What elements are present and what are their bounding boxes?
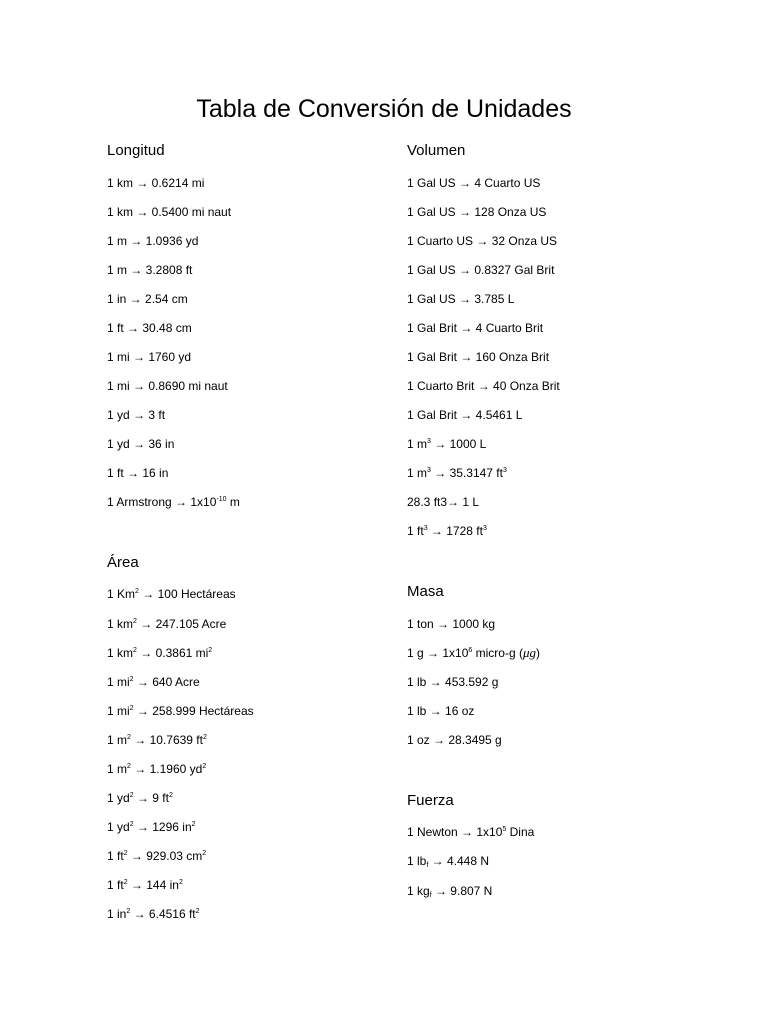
exponent: 2 xyxy=(135,588,139,595)
line-text: 1 ton → 1000 kg xyxy=(407,617,496,631)
line-text: 1 Newton → 1x10 xyxy=(407,825,503,839)
conversion-line xyxy=(107,586,236,602)
line-text: → 9.807 N xyxy=(431,884,493,898)
line-text: → 144 in xyxy=(127,878,179,892)
exponent: 2 xyxy=(178,879,183,886)
exponent: -10 xyxy=(216,496,227,503)
line-text: ) xyxy=(535,646,540,660)
line-text: 1 Gal US → 3.785 L xyxy=(407,292,515,306)
line-text: 1 km xyxy=(107,646,134,660)
conversion-line-kgf xyxy=(407,883,492,899)
line-text: 1 in xyxy=(107,907,127,921)
subscript: f xyxy=(429,892,432,899)
exponent: 2 xyxy=(202,734,207,741)
section-heading-masa: Masa xyxy=(407,583,444,600)
conversion-line: 1 yd → 3 ft xyxy=(107,408,166,422)
conversion-line-newton xyxy=(407,824,534,840)
exponent: 2 xyxy=(129,676,134,683)
line-text: 1 kg xyxy=(407,884,430,898)
line-text: → 1000 L xyxy=(430,437,487,451)
line-text: 1 m xyxy=(407,466,428,480)
line-text: → 929.03 cm xyxy=(127,849,203,863)
line-text: → 100 Hectáreas xyxy=(138,587,236,601)
line-text: → 10.7639 ft xyxy=(130,733,203,747)
line-text: 1 Gal US → 0.8327 Gal Brit xyxy=(407,263,555,277)
line-text: → 258.999 Hectáreas xyxy=(133,704,254,718)
conversion-line xyxy=(407,262,554,278)
conversion-line xyxy=(407,523,487,539)
line-text: micro-g ( xyxy=(472,646,523,660)
conversion-line xyxy=(107,703,254,719)
conversion-line xyxy=(107,819,196,835)
line-text: 1 Gal US → 4 Cuarto US xyxy=(407,176,541,190)
italic-unit: μg xyxy=(522,645,536,660)
conversion-line: 1 km → 0.6214 mi xyxy=(107,176,205,190)
conversion-line xyxy=(107,732,207,748)
exponent: 2 xyxy=(133,647,137,654)
exponent: 2 xyxy=(191,821,196,828)
conversion-line xyxy=(407,674,498,690)
exponent: 2 xyxy=(202,850,207,857)
line-text: → 0.3861 mi xyxy=(136,646,209,660)
conversion-line xyxy=(407,645,540,661)
conversion-line xyxy=(407,233,557,249)
line-text: 1 Gal Brit → 4 Cuarto Brit xyxy=(407,321,544,335)
exponent: 2 xyxy=(126,908,131,915)
line-text: 1 oz → 28.3495 g xyxy=(407,733,502,747)
line-text: → 247.105 Acre xyxy=(136,617,227,631)
line-text: → 640 Acre xyxy=(133,675,200,689)
conversion-line: 1 m → 1.0936 yd xyxy=(107,234,199,248)
exponent: 3 xyxy=(427,467,431,474)
line-text: 1 yd xyxy=(107,791,130,805)
exponent: 3 xyxy=(482,525,487,532)
conversion-line xyxy=(107,790,173,806)
conversion-line xyxy=(107,616,226,632)
line-text: 1 Gal US → 128 Onza US xyxy=(407,205,547,219)
section-heading-longitud: Longitud xyxy=(107,142,165,159)
line-text: 1 lb → 16 oz xyxy=(407,704,475,718)
line-text: Dina xyxy=(506,825,535,839)
line-text: 1 m xyxy=(407,437,428,451)
exponent: 2 xyxy=(133,618,137,625)
line-text: 1 Gal Brit → 4.5461 L xyxy=(407,408,523,422)
conversion-line xyxy=(107,848,206,864)
conversion-line xyxy=(407,732,502,748)
line-text: 1 yd xyxy=(107,820,130,834)
conversion-line: 1 mi → 1760 yd xyxy=(107,350,192,364)
line-text: 1 Gal Brit → 160 Onza Brit xyxy=(407,350,550,364)
conversion-line: 1 m → 3.2808 ft xyxy=(107,263,193,277)
page-title: Tabla de Conversión de Unidades xyxy=(196,95,572,123)
conversion-line-lbf xyxy=(407,853,489,869)
exponent: 6 xyxy=(468,647,473,654)
exponent: 3 xyxy=(502,467,507,474)
conversion-line xyxy=(107,906,200,922)
line-text: 1 mi xyxy=(107,704,130,718)
exponent: 2 xyxy=(129,821,134,828)
conversion-line xyxy=(407,703,474,719)
conversion-line xyxy=(407,494,479,510)
line-text: 1 g → 1x10 xyxy=(407,646,469,660)
exponent: 3 xyxy=(423,525,428,532)
exponent: 2 xyxy=(168,792,173,799)
section-heading-volumen: Volumen xyxy=(407,142,466,159)
exponent: 2 xyxy=(123,850,128,857)
line-text: 1 ft xyxy=(107,849,124,863)
line-text: → 1296 in xyxy=(133,820,192,834)
conversion-line xyxy=(407,378,560,394)
conversion-line xyxy=(407,175,540,191)
line-text: 1 km xyxy=(107,617,134,631)
exponent: 3 xyxy=(427,438,431,445)
section-heading-fuerza: Fuerza xyxy=(407,792,454,809)
conversion-line xyxy=(107,761,206,777)
conversion-line xyxy=(407,320,543,336)
conversion-line xyxy=(407,204,546,220)
conversion-line: 1 yd → 36 in xyxy=(107,437,175,451)
conversion-line: 1 km → 0.5400 mi naut xyxy=(107,205,232,219)
exponent: 2 xyxy=(123,879,128,886)
line-text: 1 m xyxy=(107,733,128,747)
conversion-line xyxy=(407,291,514,307)
exponent: 2 xyxy=(129,792,134,799)
line-text: → 4.448 N xyxy=(428,854,490,868)
line-text: → 9 ft xyxy=(133,791,169,805)
exponent: 2 xyxy=(208,647,213,654)
exponent: 2 xyxy=(127,734,131,741)
conversion-line: 1 ft → 30.48 cm xyxy=(107,321,192,335)
line-text: → 1.1960 yd xyxy=(130,762,203,776)
line-text: 1 mi xyxy=(107,675,130,689)
exponent: 5 xyxy=(502,826,507,833)
subscript: f xyxy=(426,862,429,869)
conversion-line xyxy=(407,616,495,632)
section-heading-area: Área xyxy=(107,554,139,571)
conversion-line xyxy=(407,465,507,481)
line-text: 1 Cuarto Brit → 40 Onza Brit xyxy=(407,379,560,393)
line-text: m xyxy=(226,495,240,509)
line-text: → 35.3147 ft xyxy=(430,466,503,480)
line-text: → 1728 ft xyxy=(427,524,483,538)
conversion-line xyxy=(407,349,549,365)
line-text: → 6.4516 ft xyxy=(130,907,196,921)
line-text: 28.3 ft3→ 1 L xyxy=(407,495,480,509)
conversion-line xyxy=(107,645,212,661)
line-text: 1 m xyxy=(107,762,128,776)
conversion-line-armstrong xyxy=(107,494,240,510)
conversion-line xyxy=(107,877,183,893)
conversion-line: 1 ft → 16 in xyxy=(107,466,169,480)
conversion-line: 1 in → 2.54 cm xyxy=(107,292,188,306)
exponent: 2 xyxy=(127,763,131,770)
conversion-line xyxy=(107,674,200,690)
exponent: 2 xyxy=(195,908,200,915)
exponent: 2 xyxy=(202,763,207,770)
conversion-line xyxy=(407,407,522,423)
line-text: 1 Cuarto US → 32 Onza US xyxy=(407,234,558,248)
line-text: 1 Km xyxy=(107,587,136,601)
conversion-line xyxy=(407,436,486,452)
line-text: 1 lb xyxy=(407,854,427,868)
line-text: 1 ft xyxy=(107,878,124,892)
line-text: 1 ft xyxy=(407,524,424,538)
line-text: 1 lb → 453.592 g xyxy=(407,675,499,689)
line-text: 1 Armstrong → 1x10 xyxy=(107,495,217,509)
conversion-line: 1 mi → 0.8690 mi naut xyxy=(107,379,228,393)
exponent: 2 xyxy=(129,705,134,712)
